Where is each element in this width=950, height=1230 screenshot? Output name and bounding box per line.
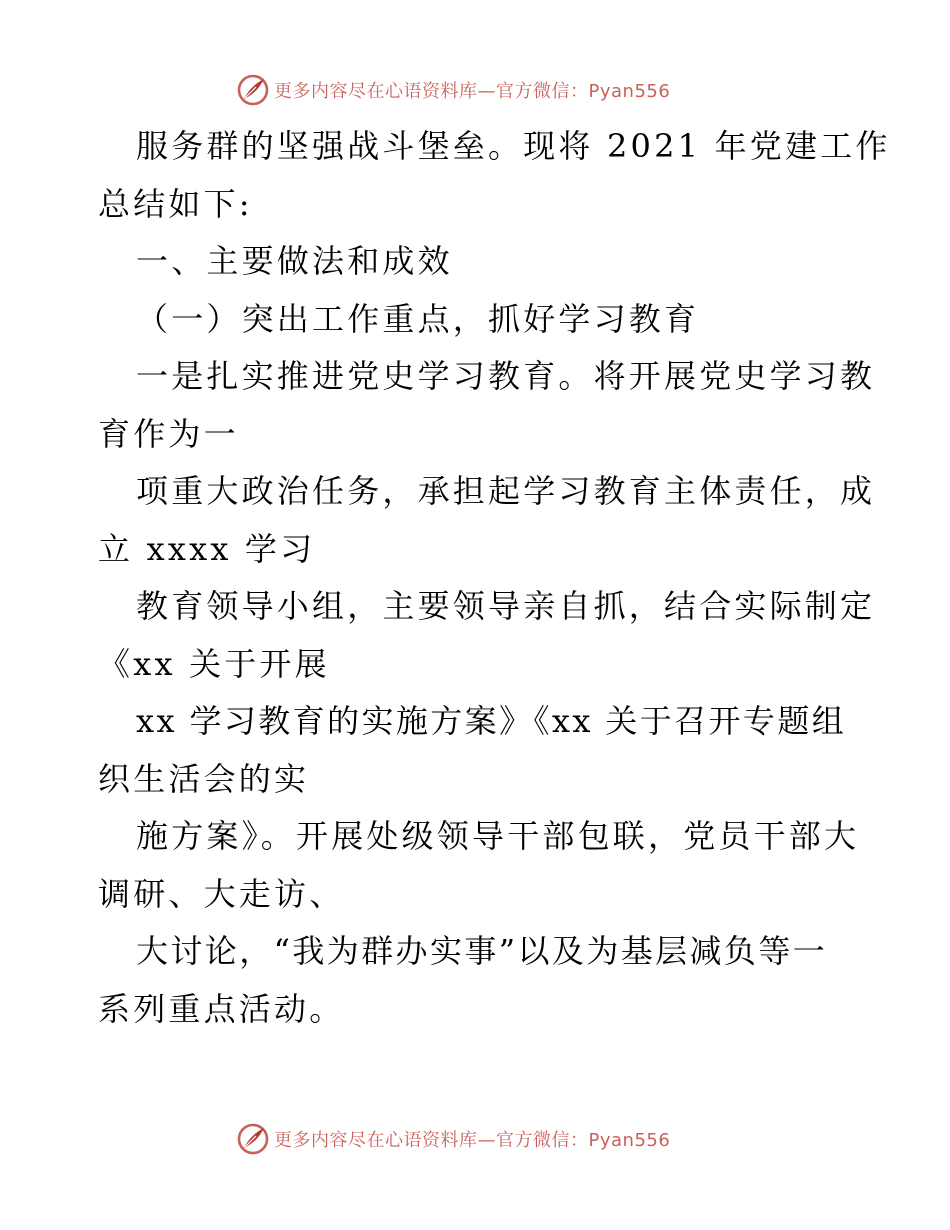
body-line: 织生活会的实	[98, 759, 310, 798]
body-line: 总结如下:	[98, 184, 253, 223]
body-line: 系列重点活动。	[98, 989, 345, 1028]
body-line: 施方案》。开展处级领导干部包联，党员干部大	[136, 817, 860, 855]
banner-brand: 更多内容尽在心语资料库	[274, 81, 478, 102]
body-line: 项重大政治任务，承担起学习教育主体责任，成	[136, 472, 876, 510]
body-line: 一是扎实推进党史学习教育。将开展党史学习教	[136, 357, 876, 395]
banner-brand: 更多内容尽在心语资料库	[274, 1130, 478, 1151]
banner-separator: —	[477, 81, 496, 102]
section-heading: 一、主要做法和成效	[136, 242, 453, 280]
feather-pen-logo-icon	[236, 1122, 270, 1156]
body-line: 《xx 关于开展	[98, 644, 330, 683]
body-line: 服务群的坚强战斗堡垒。现将 2021 年党建工作	[136, 127, 891, 165]
banner-wechat-label: 官方微信：	[496, 1130, 589, 1151]
header-banner	[236, 73, 670, 107]
banner-text	[274, 77, 670, 103]
footer-banner	[236, 1122, 670, 1156]
document-body	[98, 118, 891, 1038]
body-line: xx 学习教育的实施方案》《xx 关于召开专题组	[136, 702, 847, 740]
banner-separator: —	[477, 1130, 496, 1151]
feather-pen-logo-icon	[236, 73, 270, 107]
banner-wechat-id: Pyan556	[588, 1130, 671, 1151]
banner-wechat-id: Pyan556	[588, 81, 671, 102]
banner-wechat-label: 官方微信：	[496, 81, 589, 102]
banner-text	[274, 1126, 670, 1152]
body-line: 调研、大走访、	[98, 874, 345, 913]
body-line: 大讨论，“我为群办实事”以及为基层减负等一	[136, 932, 828, 970]
subsection-heading: （一）突出工作重点，抓好学习教育	[136, 299, 700, 338]
body-line: 立 xxxx 学习	[98, 529, 316, 568]
body-line: 教育领导小组，主要领导亲自抓，结合实际制定	[136, 587, 876, 625]
body-line: 育作为一	[98, 414, 239, 453]
